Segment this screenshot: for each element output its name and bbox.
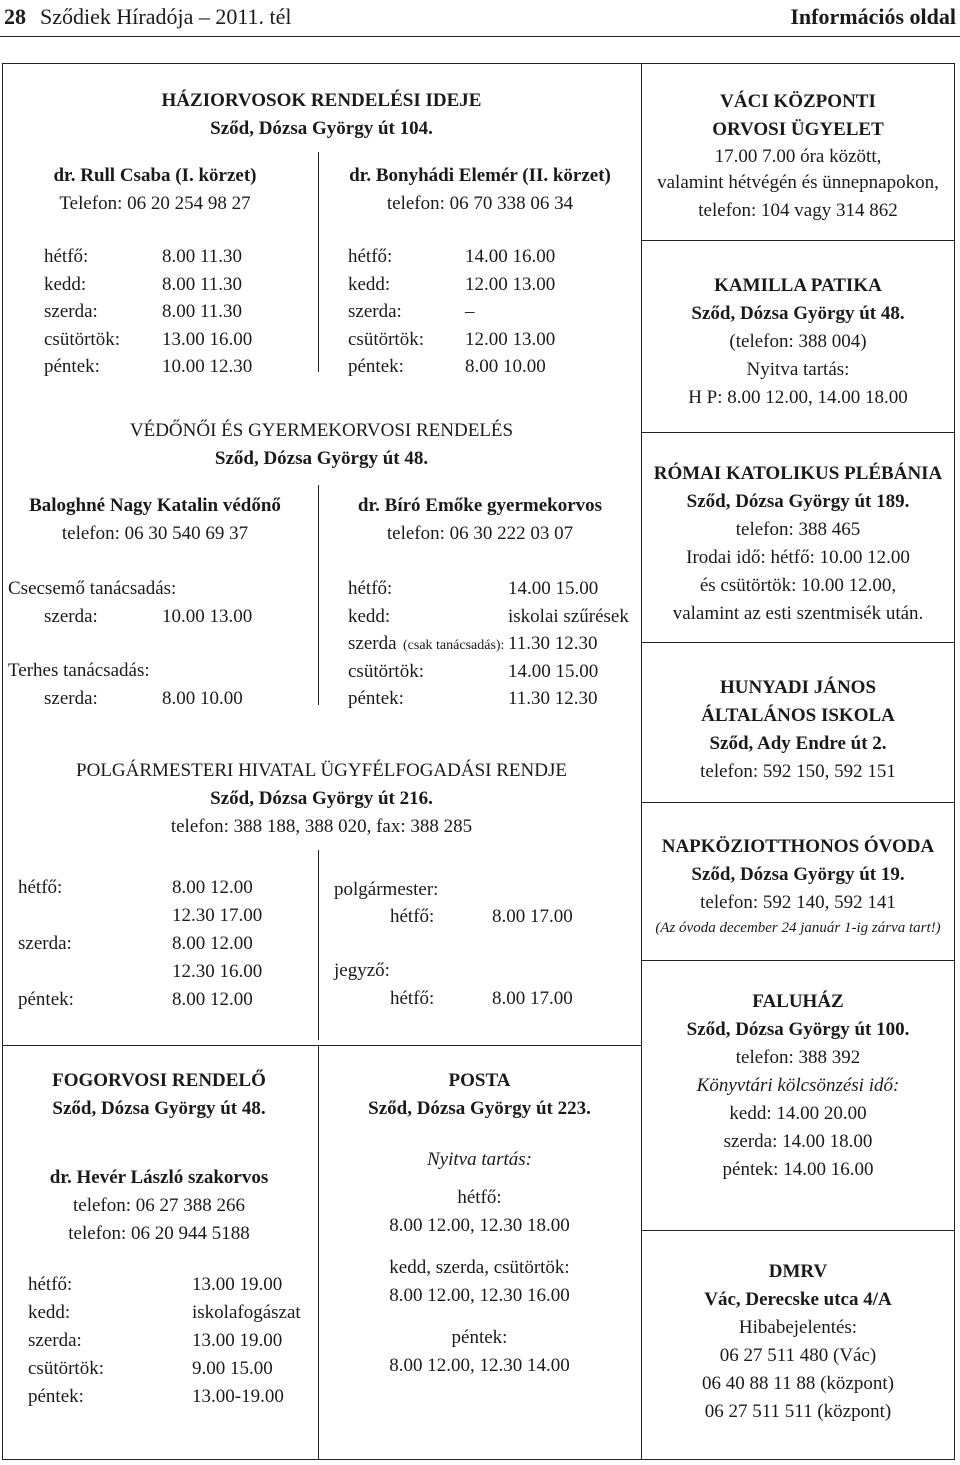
kindergarten-note: (Az óvoda december 24 január 1-ig zárva tart!) [655, 920, 941, 936]
school-box [641, 674, 955, 786]
dentist-heading [0, 1067, 318, 1123]
mayor-office-row-day: hétfő: [18, 877, 63, 898]
pediatrician-row-day: péntek: [348, 688, 404, 709]
post-hours [318, 1146, 641, 1380]
post-hours-label: Nyitva tartás: [426, 1149, 533, 1170]
mayor-divider [318, 850, 319, 1040]
vac-weekend: valamint hétvégén és ünnepnapokon, [657, 172, 939, 193]
dentist-title: FOGORVOSI RENDELŐ [52, 1070, 266, 1091]
mayor-office-row-time: 8.00 12.00 [172, 933, 253, 954]
pediatrician-row-time: 11.30 12.30 [508, 633, 598, 654]
pediatrician-phone: telefon: 06 30 222 03 07 [386, 523, 574, 544]
gp-doctor2-name: dr. Bonyhádi Elemér (II. körzet) [349, 165, 611, 186]
pregnancy-time: 8.00 10.00 [162, 688, 243, 709]
sidebar-rule [641, 240, 955, 241]
library-hours: kedd: 14.00 20.00 [729, 1103, 867, 1124]
gp-doctor2-row-day: hétfő: [348, 246, 393, 267]
pharmacy-hours-label: Nyitva tartás: [746, 359, 850, 380]
nurse-phone: telefon: 06 30 540 69 37 [61, 523, 249, 544]
gp-doctor2-row-time: 12.00 13.00 [465, 328, 556, 350]
school-title-2: ÁLTALÁNOS ISKOLA [701, 705, 895, 726]
kindergarten-title: NAPKÖZIOTTHONOS ÓVODA [661, 836, 935, 857]
pediatrician-row-day: hétfő: [348, 578, 393, 599]
dentist-phone-1: telefon: 06 27 388 266 [72, 1195, 246, 1216]
sidebar-rule [641, 432, 955, 433]
mayor-address: Sződ, Dózsa György út 216. [210, 788, 433, 809]
parish-title: RÓMAI KATOLIKUS PLÉBÁNIA [653, 463, 943, 484]
mayor-bottom-rule [2, 1045, 641, 1046]
gp-doctor1-name: dr. Rull Csaba (I. körzet) [53, 165, 257, 186]
dmrv-report-label: Hibabejelentés: [738, 1317, 858, 1338]
faluhaz-title: FALUHÁZ [752, 991, 844, 1012]
pregnancy-label: Terhes tanácsadás: [8, 660, 150, 681]
kindergarten-box [641, 833, 955, 939]
pediatrician-row-day: csütörtök: [348, 660, 424, 682]
sidebar-rule [641, 642, 955, 643]
gp-doctor1-row-time: 8.00 11.30 [162, 246, 243, 267]
gp-doctor2-row-day: csütörtök: [348, 328, 424, 350]
parish-mass-note: valamint az esti szentmisék után. [672, 603, 924, 624]
infant-day: szerda: [44, 606, 98, 627]
mayor-office-row-time: 8.00 12.00 [172, 877, 253, 898]
pediatrician-row-note: (csak tanácsadás): [403, 638, 505, 653]
gp-doctor2-row-time: 12.00 13.00 [465, 273, 556, 295]
dentist-phone-2: telefon: 06 20 944 5188 [68, 1223, 250, 1244]
gp-doctor2-row-day: szerda: [348, 301, 402, 322]
school-title-1: HUNYADI JÁNOS [719, 677, 877, 698]
sidebar-rule [641, 960, 955, 961]
dentist-contact [0, 1164, 318, 1248]
pediatrician-row-time: 14.00 15.00 [508, 578, 599, 599]
gp-doctor1-row-day: csütörtök: [44, 328, 120, 350]
school-phone: telefon: 592 150, 592 151 [700, 761, 896, 782]
gp-address: Sződ, Dózsa György út 104. [210, 118, 433, 139]
notary-time: 8.00 17.00 [492, 988, 573, 1009]
sidebar-rule [641, 1230, 955, 1231]
gp-doctor1-row-day: szerda: [44, 301, 98, 322]
dentist-row-time: 13.00 19.00 [192, 1330, 283, 1351]
notary-label: jegyző: [334, 960, 390, 981]
gp-title: HÁZIORVOSOK RENDELÉSI IDEJE [161, 90, 482, 111]
header-rule [0, 36, 960, 37]
parish-address: Sződ, Dózsa György út 189. [686, 491, 910, 512]
dentist-row-time: 13.00-19.00 [192, 1386, 284, 1407]
nurse-section-heading [2, 417, 641, 473]
gp-doctor2-row-day: kedd: [348, 273, 391, 295]
gp-doctor1-row-day: péntek: [44, 356, 100, 377]
library-hours-label: Könyvtári kölcsönzési idő: [696, 1075, 900, 1096]
post-line: péntek: [451, 1327, 508, 1348]
post-heading [318, 1067, 641, 1123]
nurse-left-info [0, 492, 310, 548]
dentist-row-time: iskolafogászat [192, 1302, 301, 1323]
gp-doctor2-phone: telefon: 06 70 338 06 34 [386, 193, 574, 214]
dentist-name: dr. Hevér László szakorvos [49, 1167, 269, 1188]
library-hours: szerda: 14.00 18.00 [723, 1131, 873, 1152]
gp-doctor1-row-time: 8.00 11.30 [162, 301, 243, 322]
publication-title: Sződiek Híradója – 2011. tél [40, 4, 292, 29]
parish-office-hours: Irodai idő: hétfő: 10.00 12.00 [686, 547, 910, 568]
post-line: 8.00 12.00, 12.30 16.00 [389, 1285, 570, 1306]
gp-doctor1-row-time: 13.00 16.00 [162, 328, 253, 350]
vac-hours: 17.00 7.00 óra között, [714, 146, 882, 167]
mayor-office-row-time: 12.30 16.00 [172, 961, 263, 982]
dmrv-phone: 06 27 511 511 (központ) [704, 1401, 892, 1422]
dentist-row-time: 9.00 15.00 [192, 1358, 273, 1379]
mayor-section-heading [2, 757, 641, 841]
page-header [0, 0, 960, 36]
dentist-row-day: péntek: [28, 1386, 84, 1407]
mayor-time: 8.00 17.00 [492, 906, 573, 927]
pediatrician-name: dr. Bíró Emőke gyermekorvos [357, 495, 603, 516]
kindergarten-address: Sződ, Dózsa György út 19. [691, 864, 905, 885]
parish-box [641, 460, 955, 628]
gp-doctor1-row-day: kedd: [44, 273, 87, 295]
gp-doctor1-info [0, 162, 310, 218]
vac-title-1: VÁCI KÖZPONTI [720, 91, 876, 112]
pediatrician-row-time: iskolai szűrések [508, 605, 629, 627]
faluhaz-box [641, 988, 955, 1184]
gp-doctor1-phone: Telefon: 06 20 254 98 27 [59, 193, 251, 214]
mayor-office-row-day: szerda: [18, 933, 72, 954]
post-line: hétfő: [457, 1187, 502, 1208]
pharmacy-phone: (telefon: 388 004) [729, 331, 867, 352]
parish-office-hours-2: és csütörtök: 10.00 12.00, [699, 575, 897, 596]
mayor-office-row-time: 8.00 12.00 [172, 989, 253, 1010]
dmrv-box [641, 1258, 955, 1426]
pharmacy-address: Sződ, Dózsa György út 48. [691, 303, 905, 324]
post-address: Sződ, Dózsa György út 223. [368, 1098, 591, 1119]
dmrv-phone: 06 27 511 480 (Vác) [719, 1345, 877, 1366]
vac-emergency-box [641, 88, 955, 226]
pregnancy-day: szerda: [44, 688, 98, 709]
nurse-divider [318, 485, 319, 705]
pediatrician-row-day: kedd: [348, 605, 391, 627]
nurse-title: VÉDŐNŐI ÉS GYERMEKORVOSI RENDELÉS [129, 420, 514, 441]
faluhaz-address: Sződ, Dózsa György út 100. [686, 1019, 910, 1040]
gp-doctor2-row-time: 8.00 10.00 [465, 356, 546, 377]
mayor-phone: telefon: 388 188, 388 020, fax: 388 285 [170, 816, 473, 837]
pediatrician-info [330, 492, 630, 548]
pharmacy-hours: H P: 8.00 12.00, 14.00 18.00 [688, 387, 908, 408]
gp-doctor1-row-day: hétfő: [44, 246, 89, 267]
dmrv-title: DMRV [768, 1261, 828, 1282]
pediatrician-row-day: szerda [348, 633, 397, 654]
post-line: 8.00 12.00, 12.30 18.00 [389, 1215, 570, 1236]
parish-phone: telefon: 388 465 [735, 519, 861, 540]
mayor-office-row-day: péntek: [18, 989, 74, 1010]
nurse-address: Sződ, Dózsa György út 48. [214, 448, 429, 469]
vac-title-2: ORVOSI ÜGYELET [712, 119, 884, 140]
dentist-row-day: kedd: [28, 1302, 71, 1323]
dentist-row-day: szerda: [28, 1330, 82, 1351]
post-line: 8.00 12.00, 12.30 14.00 [389, 1355, 570, 1376]
faluhaz-phone: telefon: 388 392 [735, 1047, 861, 1068]
post-title: POSTA [448, 1070, 511, 1091]
nurse-name: Baloghné Nagy Katalin védőnő [29, 495, 281, 516]
mayor-title: POLGÁRMESTERI HIVATAL ÜGYFÉLFOGADÁSI RENDJE [76, 760, 567, 781]
pharmacy-title: KAMILLA PATIKA [714, 275, 882, 296]
dmrv-address: Vác, Derecske utca 4/A [704, 1289, 892, 1310]
dentist-row-day: csütörtök: [28, 1358, 104, 1379]
gp-doctor2-row-day: péntek: [348, 356, 404, 377]
dentist-address: Sződ, Dózsa György út 48. [52, 1098, 266, 1119]
gp-doctor1-row-time: 8.00 11.30 [162, 273, 243, 295]
section-title: Információs oldal [790, 4, 956, 29]
dmrv-phone: 06 40 88 11 88 (központ) [702, 1373, 894, 1394]
mayor-label: polgármester: [334, 879, 439, 900]
infant-time: 10.00 13.00 [162, 606, 253, 627]
dentist-row-day: hétfő: [28, 1274, 73, 1295]
pediatrician-row-time: 11.30 12.30 [508, 688, 598, 709]
mayor-day: hétfő: [390, 906, 435, 927]
infant-label: Csecsemő tanácsadás: [8, 578, 177, 599]
gp-divider [318, 152, 319, 372]
page-number: 28 [4, 4, 26, 29]
gp-doctor2-row-time: – [465, 301, 475, 322]
gp-section-heading [2, 87, 641, 143]
notary-day: hétfő: [390, 988, 435, 1009]
vac-phone: telefon: 104 vagy 314 862 [698, 200, 898, 221]
post-line: kedd, szerda, csütörtök: [389, 1257, 570, 1278]
kindergarten-phone: telefon: 592 140, 592 141 [700, 892, 896, 913]
pediatrician-row-time: 14.00 15.00 [508, 660, 599, 682]
gp-doctor1-row-time: 10.00 12.30 [162, 356, 253, 377]
gp-doctor2-row-time: 14.00 16.00 [465, 246, 556, 267]
school-address: Sződ, Ady Endre út 2. [709, 733, 887, 754]
dentist-row-time: 13.00 19.00 [192, 1274, 283, 1295]
sidebar-rule [641, 802, 955, 803]
gp-doctor2-info [330, 162, 630, 218]
mayor-office-row-time: 12.30 17.00 [172, 905, 263, 926]
pharmacy-box [641, 272, 955, 412]
library-hours: péntek: 14.00 16.00 [722, 1159, 874, 1180]
